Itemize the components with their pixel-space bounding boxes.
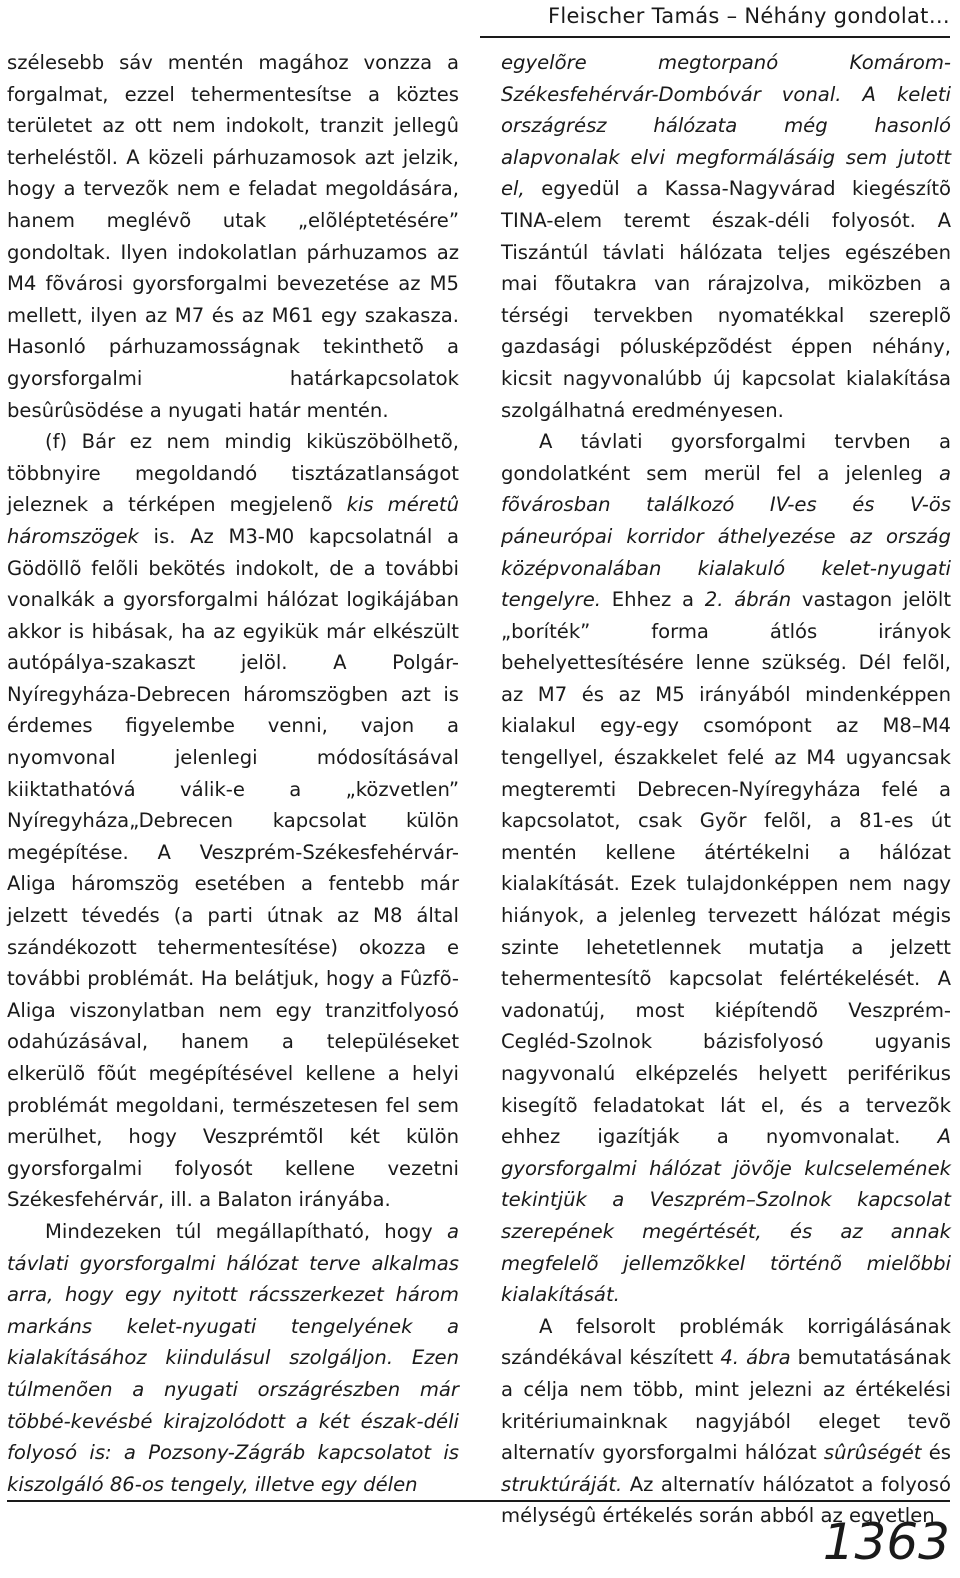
- text-run: bemutatásának a célja nem több, mint jelezni az értékelési kritériumainknak nagyjából eleget tevõ alternatív gyorsforgalmi hálózat: [501, 1346, 952, 1465]
- text-run: szélesebb sáv mentén magához vonzza a forgalmat, ezzel tehermentesítse a köztes területet az ott nem indokolt, tranzit jellegû terheléstõl. A közeli párhuzamosok azt jelzik, hogy a tervezõk nem e feladat megoldására, hanem meglévõ utak „elõléptetésére” gondoltak. Ilyen indokolatlan párhuzamos az M4 fõvárosi gyorsforgalmi bevezetése az M5 mellett, ilyen az M7 és az M61 egy szakasza. Hasonló párhuzamosságnak tekinthetõ a gyorsforgalmi határkapcsolatok besûrûsödése a nyugati határ mentén.: [7, 51, 459, 422]
- paragraph: [501, 1311, 951, 1532]
- paragraph: [7, 1216, 459, 1500]
- emphasis: egyelõre megtorpanó Komárom-Székesfehérvár-Dombóvár vonal. A keleti országrész hálózata még hasonló alapvonalak elvi megformálásáig sem jutott el,: [501, 51, 951, 201]
- paragraph: [501, 426, 951, 1311]
- emphasis: kis méretû háromszögek: [7, 493, 459, 548]
- running-head: [480, 0, 950, 38]
- running-title: Fleischer Tamás – Néhány gondolat…: [547, 4, 950, 28]
- text-run: Ehhez a: [601, 588, 705, 612]
- right-column: [501, 47, 951, 1532]
- footer-rule: [7, 1500, 950, 1502]
- text-run: A távlati gyorsforgalmi tervben a gondolatként sem merül fel a jelenleg: [501, 430, 951, 485]
- text-run: egyedül a Kassa-Nagyvárad kiegészítõ TINA-elem teremt észak-déli folyosót. A Tiszántúl távlati hálózata teljes egészében mai fõutakra van rárajzolva, miközben a térségi tervekben nyomatékkal szereplõ gazdasági pólusképzõdést éppen néhány, kicsit nagyvonalúbb új kapcsolat kialakítása szolgálhatná eredményesen.: [501, 177, 951, 422]
- page-number: 1363: [822, 1513, 950, 1571]
- emphasis: sûrûségét: [823, 1441, 922, 1465]
- text-run: vastagon jelölt „boríték” forma átlós irányok behelyettesítésére lenne szükség. Dél felõl, az M7 és az M5 irányából mindenképpen kialakul egy-egy csomópont az M8–M4 tengellyel, északkelet felé az M4 ugyancsak megteremti Debrecen-Nyíregyháza felé a kapcsolatot, csak Gyõr felõl, a 81-es út mentén kellene átértékelni a hálózat kialakítását. Ezek tulajdonképpen nem nagy hiányok, a jelenleg tervezett hálózat mégis szinte lehetetlennek mutatja a jelzett tehermentesítõ kapcsolat felértékelését. A vadonatúj, most kiépítendõ Veszprém-Cegléd-Szolnok bázisfolyosó ugyanis nagyvonalú elképzelés helyett periférikus kisegítõ feladatokat lát el, és a tervezõk ehhez igazítják a nyomvonalat.: [501, 588, 951, 1149]
- text-run: Az alternatív hálózatot a folyosó mélységû értékelés során abból az egyetlen: [501, 1472, 951, 1528]
- text-run: és: [921, 1441, 951, 1465]
- emphasis: A gyorsforgalmi hálózat jövõje kulcselemének tekintjük a Veszprém–Szolnok kapcsolat szerepének megértését, és az annak megfelelõ jellemzõkkel történõ mielõbbi kialakítását.: [501, 1125, 951, 1307]
- paragraph: [501, 47, 951, 426]
- paragraph: [7, 426, 459, 1216]
- left-column: [7, 47, 459, 1500]
- emphasis: 2. ábrán: [704, 588, 792, 612]
- emphasis: struktúráját.: [501, 1472, 623, 1496]
- emphasis: 4. ábra: [720, 1346, 791, 1370]
- text-run: (f) Bár ez nem mindig kiküszöbölhetõ, többnyire megoldandó tisztázatlanságot jeleznek a térképen megjelenõ: [7, 430, 459, 517]
- text-run: A felsorolt problémák korrigálásának szándékával készített: [501, 1314, 951, 1370]
- text-run: Mindezeken túl megállapítható, hogy: [45, 1219, 447, 1243]
- text-run: is. Az M3-M0 kapcsolatnál a Gödöllõ felõli bekötés indokolt, de a további vonalkák a gyorsforgalmi hálózat logikájában akkor is hibásak, ha az egyikük már elkészült autópálya-szakaszt jelöl. A Polgár-Nyíregyháza-Debrecen háromszögben azt is érdemes figyelembe venni, vajon a nyomvonal jelenlegi módosításával kiiktathatóvá válik-e a „közvetlen” Nyíregyháza„Debrecen kapcsolat külön megépítése. A Veszprém-Székesfehérvár-Aliga háromszög esetében a fentebb már jelzett tévedés (a parti útnak az M8 által szándékozott tehermentesítése) okozza e további problémát. Ha belátjuk, hogy a Fûzfõ-Aliga viszonylatban nem egy tranzitfolyosó odahúzásával, hanem a településeket elkerülõ fõút megépítésével kellene a helyi problémát megoldani, természetesen fel sem merülhet, hogy Veszprémtõl két külön gyorsforgalmi folyosót kellene vezetni Székesfehérvár, ill. a Balaton irányába.: [7, 524, 459, 1212]
- emphasis: a távlati gyorsforgalmi hálózat terve alkalmas arra, hogy egy nyitott rácsszerkezet három markáns kelet-nyugati tengelyének a kialakításához kiindulásul szolgáljon. Ezen túlmenõen a nyugati országrészben már többé-kevésbé kirajzolódott a két észak-déli folyosó is: a Pozsony-Zágráb kapcsolatot is kiszolgáló 86-os tengely, illetve egy délen: [7, 1219, 459, 1496]
- paragraph: [7, 47, 459, 426]
- emphasis: a fõvárosban találkozó IV-es és V-ös páneurópai korridor áthelyezése az ország középvonalában kialakuló kelet-nyugati tengelyre.: [501, 461, 951, 612]
